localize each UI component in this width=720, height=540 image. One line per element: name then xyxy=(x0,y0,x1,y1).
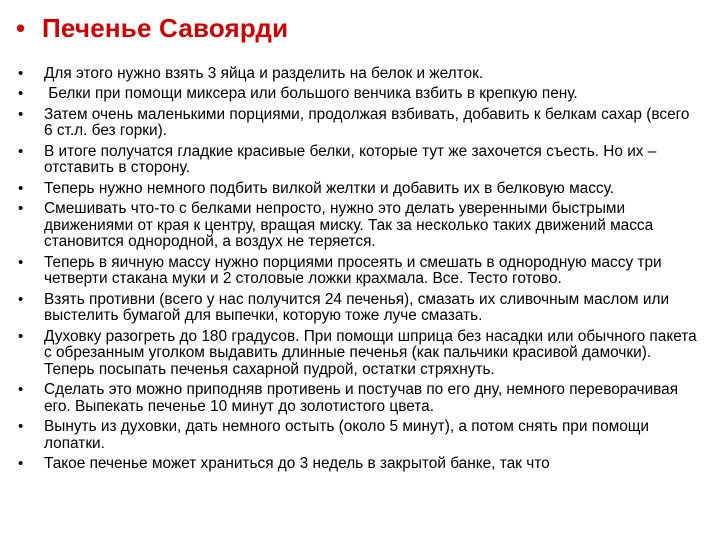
step-text: Для этого нужно взять 3 яйца и разделить на белок и желток. xyxy=(44,65,484,82)
bullet: • xyxy=(18,142,24,160)
step-text: Взять противни (всего у нас получится 24 печенья), смазать их сливочным маслом или выстелить бумагой для выпечки, которую тоже луче смазать. xyxy=(44,290,670,325)
bullet: • xyxy=(18,105,24,123)
list-item-step-12 xyxy=(18,456,708,473)
bullet: • xyxy=(18,327,24,345)
list-item-step-1 xyxy=(18,66,708,83)
list-item-step-8 xyxy=(18,292,708,325)
step-text: Смешивать что-то с белками непросто, нужно это делать уверенными быстрыми движениями от края к центру, вращая миску. Так за несколько таких движений масса становится однородной, а воздух не теряется. xyxy=(44,200,654,251)
bullet: • xyxy=(18,65,24,82)
list-item-step-10 xyxy=(18,382,708,415)
bullet: • xyxy=(18,455,24,473)
bullet: • xyxy=(18,200,24,218)
slide-title-row xyxy=(16,10,288,46)
title-bullet: • xyxy=(16,13,26,43)
bullet: • xyxy=(18,418,24,436)
step-text: Белки при помощи миксера или большого венчика взбить в крепкую пену. xyxy=(44,85,578,103)
page-title: Печенье Савоярди xyxy=(42,13,289,43)
step-text: Теперь в яичную массу нужно порциями просеять и смешать в однородную массу три четверти стакана муки и 2 столовые ложки крахмала. Все. Тесто готово. xyxy=(44,253,662,288)
step-text: Затем очень маленькими порциями, продолжая взбивать, добавить к белкам сахар (всего 6 ст.л. без горки). xyxy=(44,105,690,140)
bullet: • xyxy=(18,85,24,103)
list-item-step-5 xyxy=(18,181,708,198)
list-item-step-4 xyxy=(18,144,708,177)
list-item-step-6 xyxy=(18,201,708,251)
bullet: • xyxy=(18,381,24,399)
list-item-step-9 xyxy=(18,329,708,379)
list-item-step-7 xyxy=(18,255,708,288)
list-item-step-3 xyxy=(18,107,708,140)
step-text: Теперь нужно немного подбить вилкой желтки и добавить их в белковую массу. xyxy=(44,179,615,197)
step-text: Вынуть из духовки, дать немного остыть (около 5 минут), а потом снять при помощи лопатки. xyxy=(44,418,650,452)
step-text: Такое печенье может храниться до 3 недель в закрытой банке, так что xyxy=(44,455,550,473)
list-item-step-2 xyxy=(18,86,708,103)
bullet: • xyxy=(18,179,24,197)
list-item-step-11 xyxy=(18,419,708,452)
step-text: Духовку разогреть до 180 градусов. При помощи шприца без насадки или обычного пакета с обрезанным уголком выдавить длинные печенья (как пальчики красивой дамочки). Теперь посыпать печенья сахарной пудрой, остатки стряхнуть. xyxy=(44,327,697,378)
bullet: • xyxy=(18,290,24,308)
step-text: В итоге получатся гладкие красивые белки, которые тут же захочется съесть. Но их – отставить в сторону. xyxy=(44,142,657,177)
step-text: Сделать это можно приподняв противень и постучав по его дну, немного переворачивая его. Выпекать печенье 10 минут до золотистого цвета. xyxy=(44,381,679,415)
recipe-steps-list xyxy=(18,66,708,477)
bullet: • xyxy=(18,253,24,271)
